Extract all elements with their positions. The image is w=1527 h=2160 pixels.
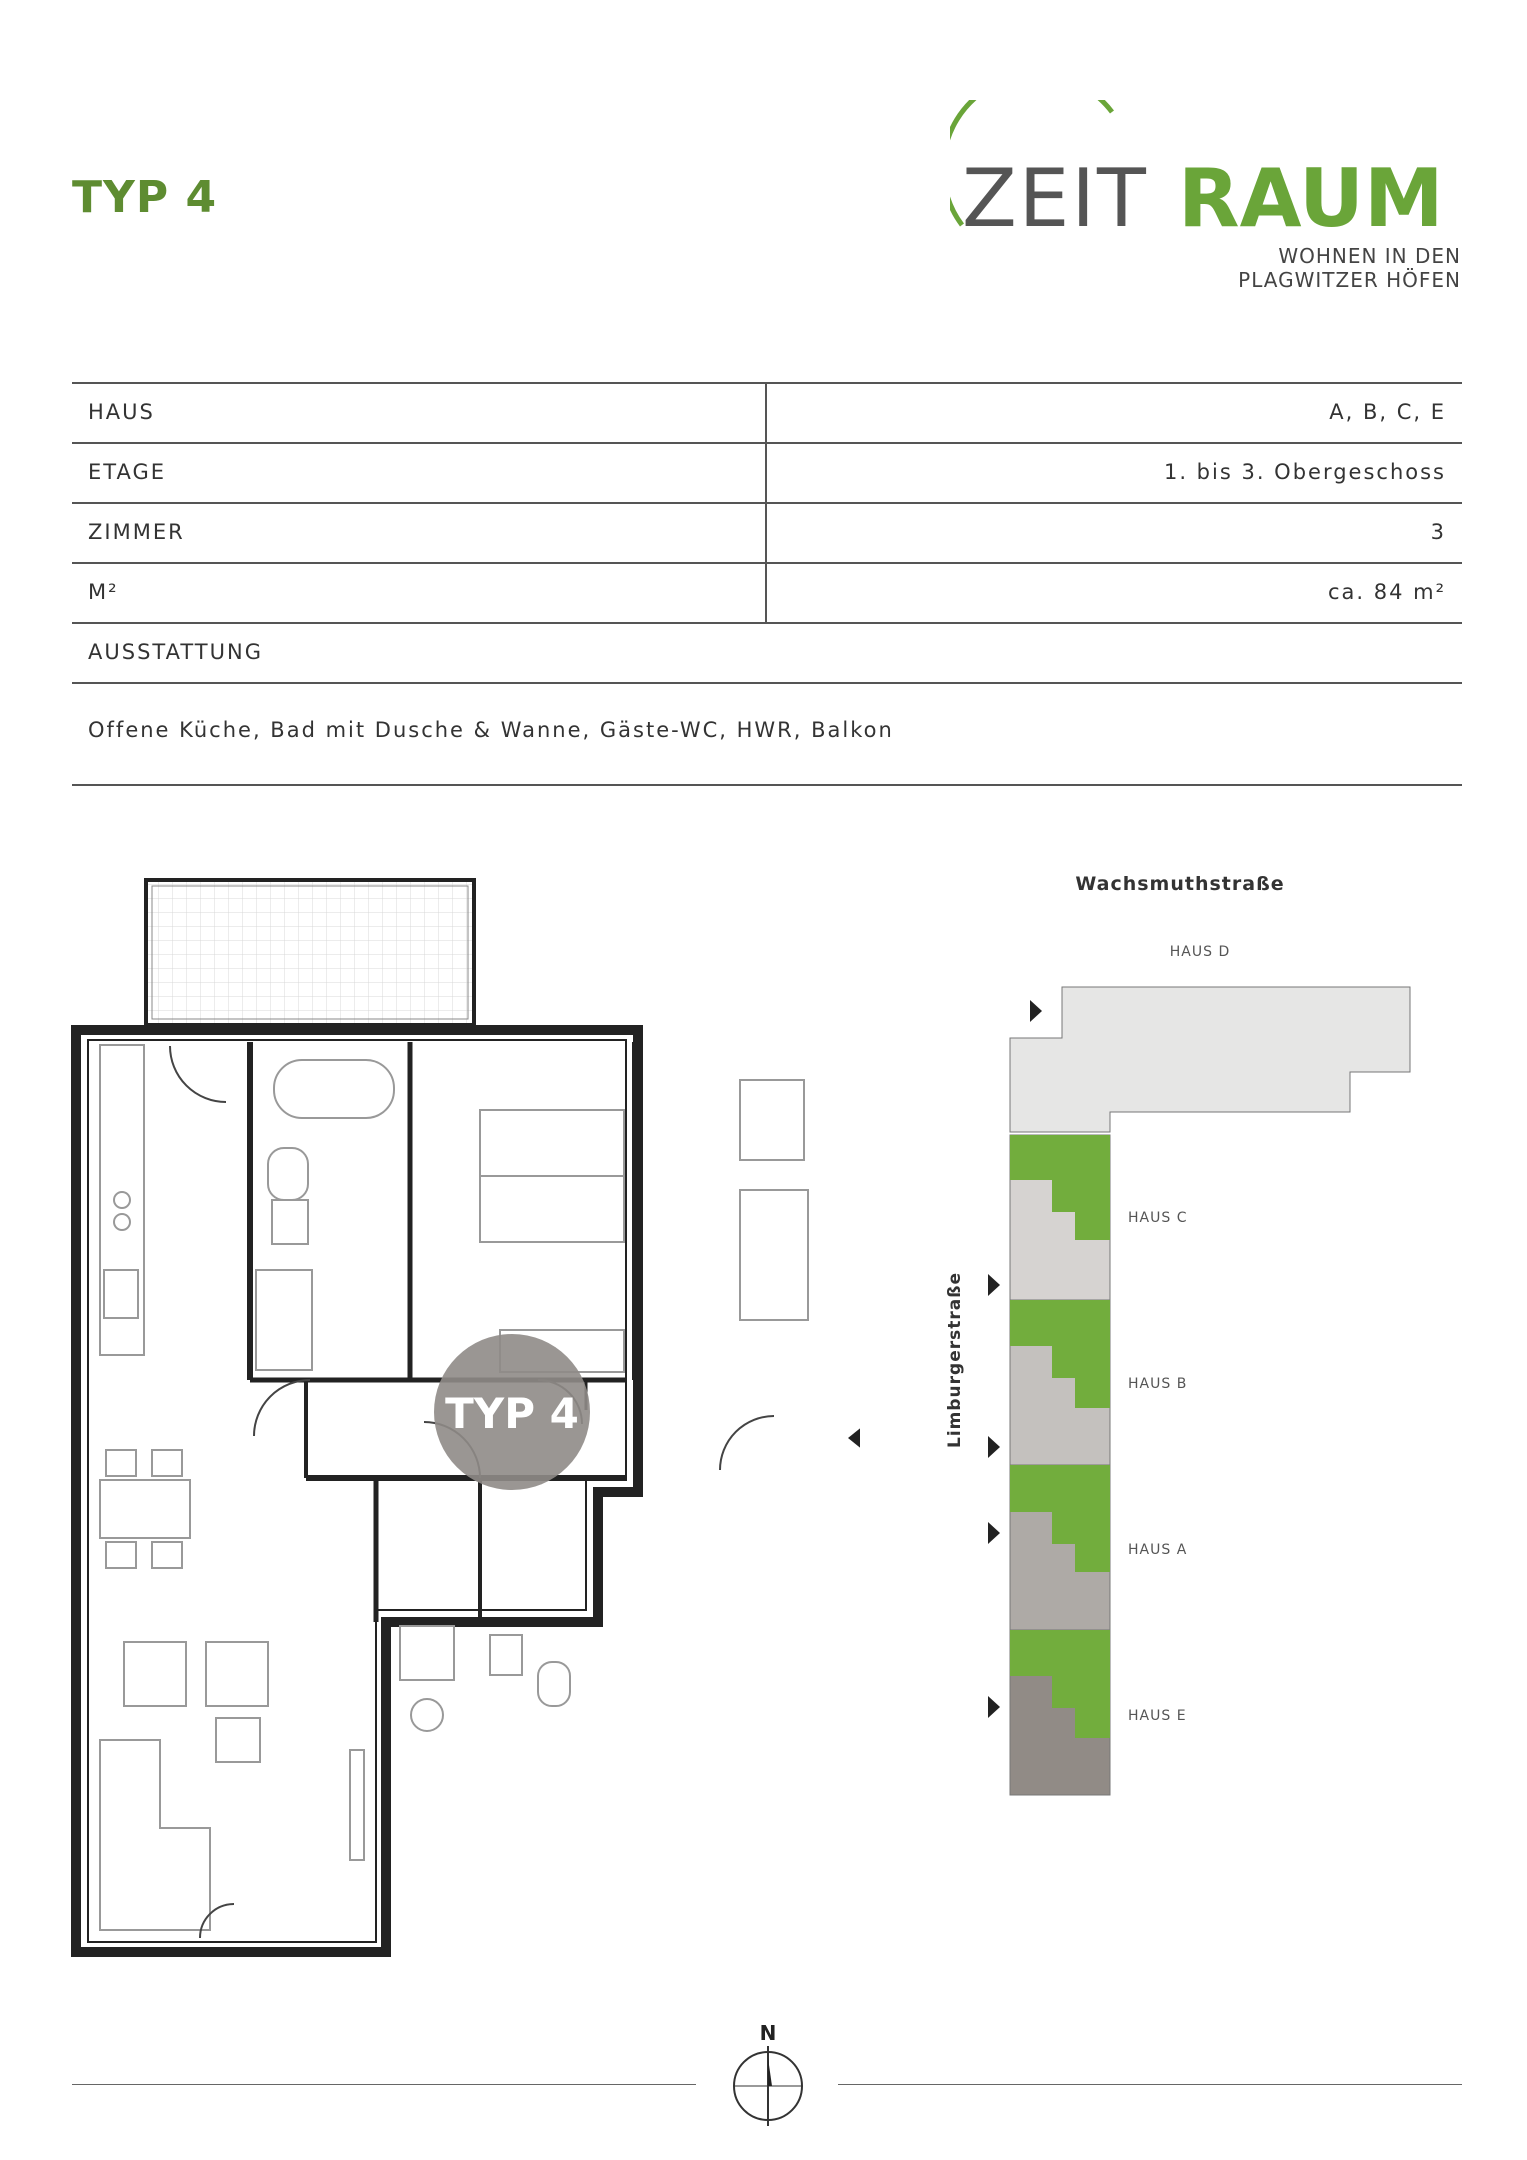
wc-toilet	[538, 1662, 570, 1706]
ausstattung-label: AUSSTATTUNG	[88, 640, 263, 664]
spec-row-etage	[72, 442, 1462, 502]
spec-value: A, B, C, E	[1329, 400, 1446, 424]
logo-tagline	[1238, 244, 1461, 292]
spec-value: 1. bis 3. Obergeschoss	[1163, 460, 1446, 484]
washing-machine	[400, 1626, 454, 1680]
bathtub	[274, 1060, 394, 1118]
entrance-arrow-icon	[988, 1522, 1000, 1544]
entrance-arrow-icon	[988, 1696, 1000, 1718]
footer-rule-right	[838, 2084, 1462, 2085]
haus-d-block	[1010, 987, 1410, 1132]
typ-badge-text: TYP 4	[445, 1389, 579, 1438]
entrance-arrow-icon	[988, 1274, 1000, 1296]
footer-rule-left	[72, 2084, 696, 2085]
armchair	[124, 1642, 186, 1706]
house-label: HAUS D	[1169, 944, 1231, 960]
wc-basin	[490, 1635, 522, 1675]
tagline-line-2: PLAGWITZER HÖFEN	[1238, 268, 1461, 292]
spec-row-haus	[72, 382, 1462, 442]
entrance-arrow-icon	[848, 1422, 860, 1454]
specs-table	[72, 382, 1462, 684]
toilet	[268, 1148, 308, 1200]
house-label: HAUS C	[1128, 1210, 1188, 1226]
entrance-arrow-icon	[988, 1436, 1000, 1458]
dining-table	[100, 1480, 190, 1538]
spec-label: HAUS	[88, 400, 155, 424]
armchair	[206, 1642, 268, 1706]
desk	[740, 1080, 804, 1160]
balcony	[146, 880, 474, 1025]
spec-label: ETAGE	[88, 460, 167, 484]
ausstattung-text: Offene Küche, Bad mit Dusche & Wanne, Gäste-WC, HWR, Balkon	[88, 718, 894, 742]
washbasin	[272, 1200, 308, 1244]
street-left-label: Limburgerstraße	[945, 1272, 965, 1448]
street-top-label: Wachsmuthstraße	[1075, 873, 1285, 895]
side-table	[216, 1718, 260, 1762]
single-bed	[740, 1190, 808, 1320]
logo-text-zeit: ZEIT	[962, 152, 1148, 245]
spec-label: M²	[88, 580, 119, 604]
entrance-arrow-icon	[1030, 1000, 1042, 1022]
spec-row-flaeche	[72, 562, 1462, 622]
shower	[256, 1270, 312, 1370]
north-compass-icon	[728, 2018, 808, 2128]
sofa	[100, 1740, 210, 1930]
house-label: HAUS B	[1128, 1376, 1188, 1392]
logo-text-raum: RAUM	[1178, 152, 1444, 245]
spec-label: ZIMMER	[88, 520, 185, 544]
spec-row-ausstattung	[72, 622, 1462, 684]
compass-north-label: N	[759, 2021, 777, 2045]
tagline-line-1: WOHNEN IN DEN	[1278, 244, 1461, 268]
spec-value: 3	[1430, 520, 1446, 544]
spec-row-zimmer	[72, 502, 1462, 562]
page-title: TYP 4	[72, 172, 218, 223]
house-label: HAUS A	[1128, 1542, 1188, 1558]
house-label: HAUS E	[1128, 1708, 1187, 1724]
spec-value: ca. 84 m²	[1327, 580, 1446, 604]
divider	[72, 784, 1462, 786]
site-plan	[900, 860, 1460, 1820]
floor-plan	[60, 870, 860, 1960]
